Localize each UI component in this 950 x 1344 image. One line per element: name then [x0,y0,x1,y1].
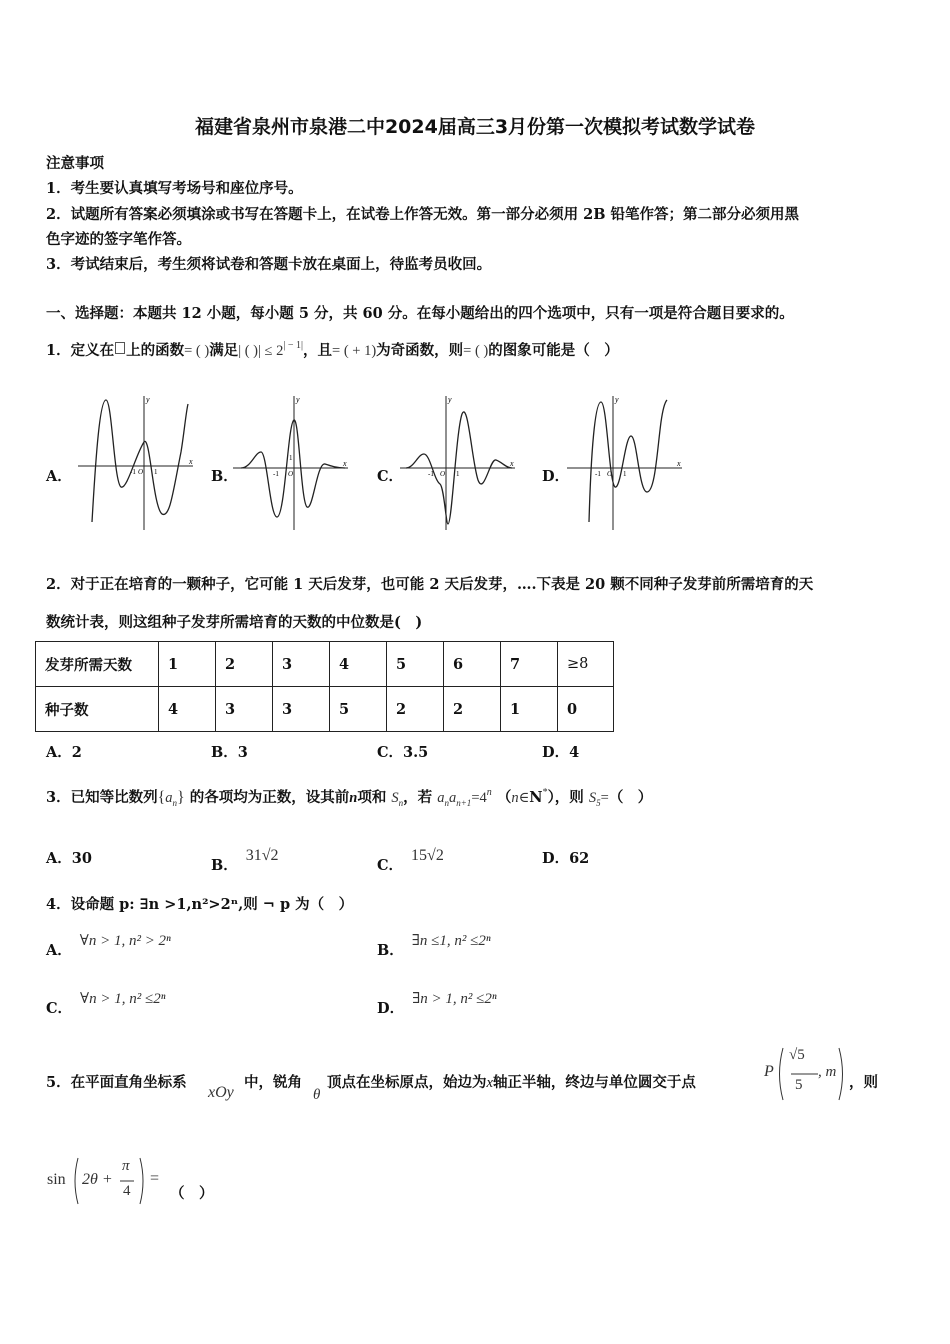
q1-math-3: = ( + 1) [332,343,377,359]
q3-N: N [529,789,543,806]
notice-item-2-cont: 色字迹的签字笔作答。 [46,231,191,248]
q2-option-d: D．4 [542,744,580,761]
brace-left: { [157,789,166,806]
table-header-cell: 种子数 [36,687,159,732]
q1-graph-c [400,392,520,532]
table-cell: 3 [273,642,330,687]
table-row [36,687,614,732]
brace-right: } [177,789,185,806]
q5-sin: sin [47,1171,66,1188]
table-cell: 5 [330,687,387,732]
q1-option-d-label: D． [542,468,570,485]
q3-text-3: 项和 [357,789,387,806]
x-axis-label: x [189,457,193,466]
q5-text-2: 中，锐角 [244,1074,302,1091]
q5-text-4: ，则 [849,1074,878,1091]
q3-star: * [542,787,548,798]
table-cell: 3 [216,687,273,732]
tick-neg-one: -1 [428,470,434,478]
q3-option-c-label: C． [377,857,404,874]
q3-eq: = [600,790,609,806]
q5-x: x [486,1075,493,1091]
q3-stem [46,786,652,808]
y-axis-label: y [146,395,150,404]
x-axis-label: x [510,459,514,468]
q1-math-4: = ( ) [463,343,489,359]
q4-option-c [46,989,165,1018]
tick-neg-one: -1 [130,468,136,476]
q5-frac-num: √5 [789,1047,805,1063]
q1-text-2: 上的函数 [126,342,185,359]
q3-rel-sub1: n [444,798,449,808]
q1-text-5: 为奇函数，则 [376,342,464,359]
germination-table [35,641,614,732]
q3-in: ∈ [518,790,530,806]
curve-a [92,400,188,522]
origin-label: O [607,470,613,478]
q2-stem-line-2: 数统计表，则这组种子发芽所需培育的天数的中位数是( ) [46,614,423,631]
q5-pi: π [122,1158,130,1174]
paren-left [780,1048,784,1100]
tick-one: 1 [154,468,158,476]
q3-option-c-math: 15√2 [411,847,444,864]
q4-stem: 4．设命题 p: ∃n >1,n²>2ⁿ,则 ¬ p 为（ ） [46,896,354,913]
q4-option-a-math: ∀n > 1, n² > 2ⁿ [79,933,171,949]
y-axis-label: y [615,395,619,404]
q3-an-sub: n [172,798,178,808]
q4-option-d-label: D． [377,1000,405,1017]
q1-text-4: ，且 [303,342,333,359]
table-cell: 0 [558,687,614,732]
notice-item-1: 1．考生要认真填写考场号和座位序号。 [46,180,303,197]
y-axis-label: y [296,395,300,404]
q5-xoy: xOy [208,1084,234,1101]
tick-one: 1 [456,470,460,478]
q1-option-a-label: A． [46,468,72,485]
table-cell: 1 [501,687,558,732]
q5-text-1: 5．在平面直角坐标系 [46,1074,187,1091]
q4-option-c-math: ∀n > 1, n² ≤2ⁿ [80,991,166,1007]
table-cell: 5 [387,642,444,687]
q5-theta: θ [313,1087,321,1103]
q4-option-b [377,931,491,960]
q2-option-b: B．3 [211,744,248,761]
q3-option-a: A．30 [46,850,92,867]
q2-option-a: A．2 [46,744,82,761]
q5-text-3a: 顶点在坐标原点，始边为 [327,1074,487,1091]
q4-option-a-label: A． [46,942,72,959]
table-header-cell: 发芽所需天数 [36,642,159,687]
q5-frac-den: 5 [795,1077,803,1093]
q5-text-3b: 轴正半轴，终边与单位圆交于点 [492,1074,696,1091]
paren-left [75,1158,78,1204]
table-cell: 1 [159,642,216,687]
section-heading: 一、选择题：本题共 12 小题，每小题 5 分，共 60 分。在每小题给出的四个选项中，只有一项是符合题目要求的。 [46,305,794,322]
paren-right [839,1048,843,1100]
x-axis-label: x [343,459,347,468]
curve-d [589,400,667,522]
origin-label: O [440,470,446,478]
q3-rel-sub2: n+1 [456,798,472,808]
q3-rel-a: a [437,790,445,806]
notice-item-2: 2．试题所有答案必须填涂或书写在答题卡上，在试卷上作答无效。第一部分必须用 2B 铅笔作答；第二部分必须用黑 [46,206,800,223]
q4-option-b-label: B． [377,942,404,959]
notice-heading: 注意事项 [46,155,104,172]
q1-text-1: 1．定义在 [46,342,115,359]
table-cell: 7 [501,642,558,687]
q5-text-3 [327,1071,696,1092]
tick-one: 1 [289,454,293,462]
q3-option-b [211,847,279,875]
table-cell: 2 [444,687,501,732]
paren-right [140,1158,143,1204]
q5-tail: （ ） [170,1185,214,1202]
q2-stem-line-1: 2．对于正在培育的一颗种子，它可能 1 天后发芽，也可能 2 天后发芽，….下表是 20 颗不同种子发芽前所需培育的天 [46,576,814,593]
q1-math-1: = ( ) [184,343,210,359]
q4-option-a [46,931,171,960]
table-cell: 4 [330,642,387,687]
table-cell: 6 [444,642,501,687]
q4-option-b-math: ∃n ≤1, n² ≤2ⁿ [411,933,491,949]
missing-glyph-box [115,342,125,354]
origin-label: O [288,470,294,478]
q5-four: 4 [123,1183,131,1199]
q4-option-d [377,989,497,1018]
q5-eq: = [150,1170,160,1187]
q1-option-c-label: C． [377,468,404,485]
table-cell: ≥8 [558,642,614,687]
q1-graph-a [78,392,198,532]
q3-S5-sub: 5 [596,798,601,808]
origin-label: O [138,468,144,476]
q3-text-1: 3．已知等比数列 [46,789,158,806]
table-cell: 4 [159,687,216,732]
table-cell: 3 [273,687,330,732]
q3-S: S [391,790,399,806]
table-cell: 2 [216,642,273,687]
tick-neg-one: -1 [273,470,279,478]
q1-graph-d [567,392,687,532]
q3-option-c [377,847,444,875]
q1-stem [46,339,619,360]
q3-S5: S [588,790,597,806]
q5-m: , m [818,1064,837,1080]
table-row [36,642,614,687]
q3-text-5: （ [496,789,512,806]
tick-one: 1 [623,470,627,478]
q5-2theta: 2θ + [82,1171,113,1188]
table-cell: 2 [387,687,444,732]
y-axis-label: y [448,395,452,404]
q3-rel-sup: n [486,787,492,798]
q3-n: n [349,790,358,806]
q3-option-d: D．62 [542,850,590,867]
q5-P: P [764,1063,774,1080]
q1-option-b-label: B． [211,468,238,485]
q1-math-2-sup: | − 1| [283,340,304,351]
q3-text-7: （ ） [608,789,653,806]
q3-n2: n [511,790,519,806]
page-title: 福建省泉州市泉港二中2024届高三3月份第一次模拟考试数学试卷 [194,116,756,138]
q3-option-b-math: 31√2 [245,847,279,864]
q4-option-d-math: ∃n > 1, n² ≤2ⁿ [412,991,497,1007]
q3-S-sub: n [398,798,404,808]
q3-text-6: ），则 [547,789,584,806]
x-axis-label: x [677,459,681,468]
q1-text-6: 的图象可能是（ ） [488,342,619,359]
q1-text-3: 满足 [209,342,239,359]
q3-text-4: ，若 [403,789,433,806]
q4-option-c-label: C． [46,1000,73,1017]
q1-graph-b [233,392,353,532]
notice-item-3: 3．考试结束后，考生须将试卷和答题卡放在桌面上，待监考员收回。 [46,256,492,273]
q3-rel-eq: =4 [471,790,487,806]
q3-an: a [165,790,173,806]
tick-neg-one: -1 [595,470,601,478]
q3-text-2: 的各项均为正数，设其前 [189,789,350,806]
q3-option-b-label: B． [211,857,238,874]
q1-math-2: | ( )| ≤ 2 [238,343,284,359]
q2-option-c: C．3.5 [377,744,429,761]
q3-rel-a2: a [448,790,457,806]
